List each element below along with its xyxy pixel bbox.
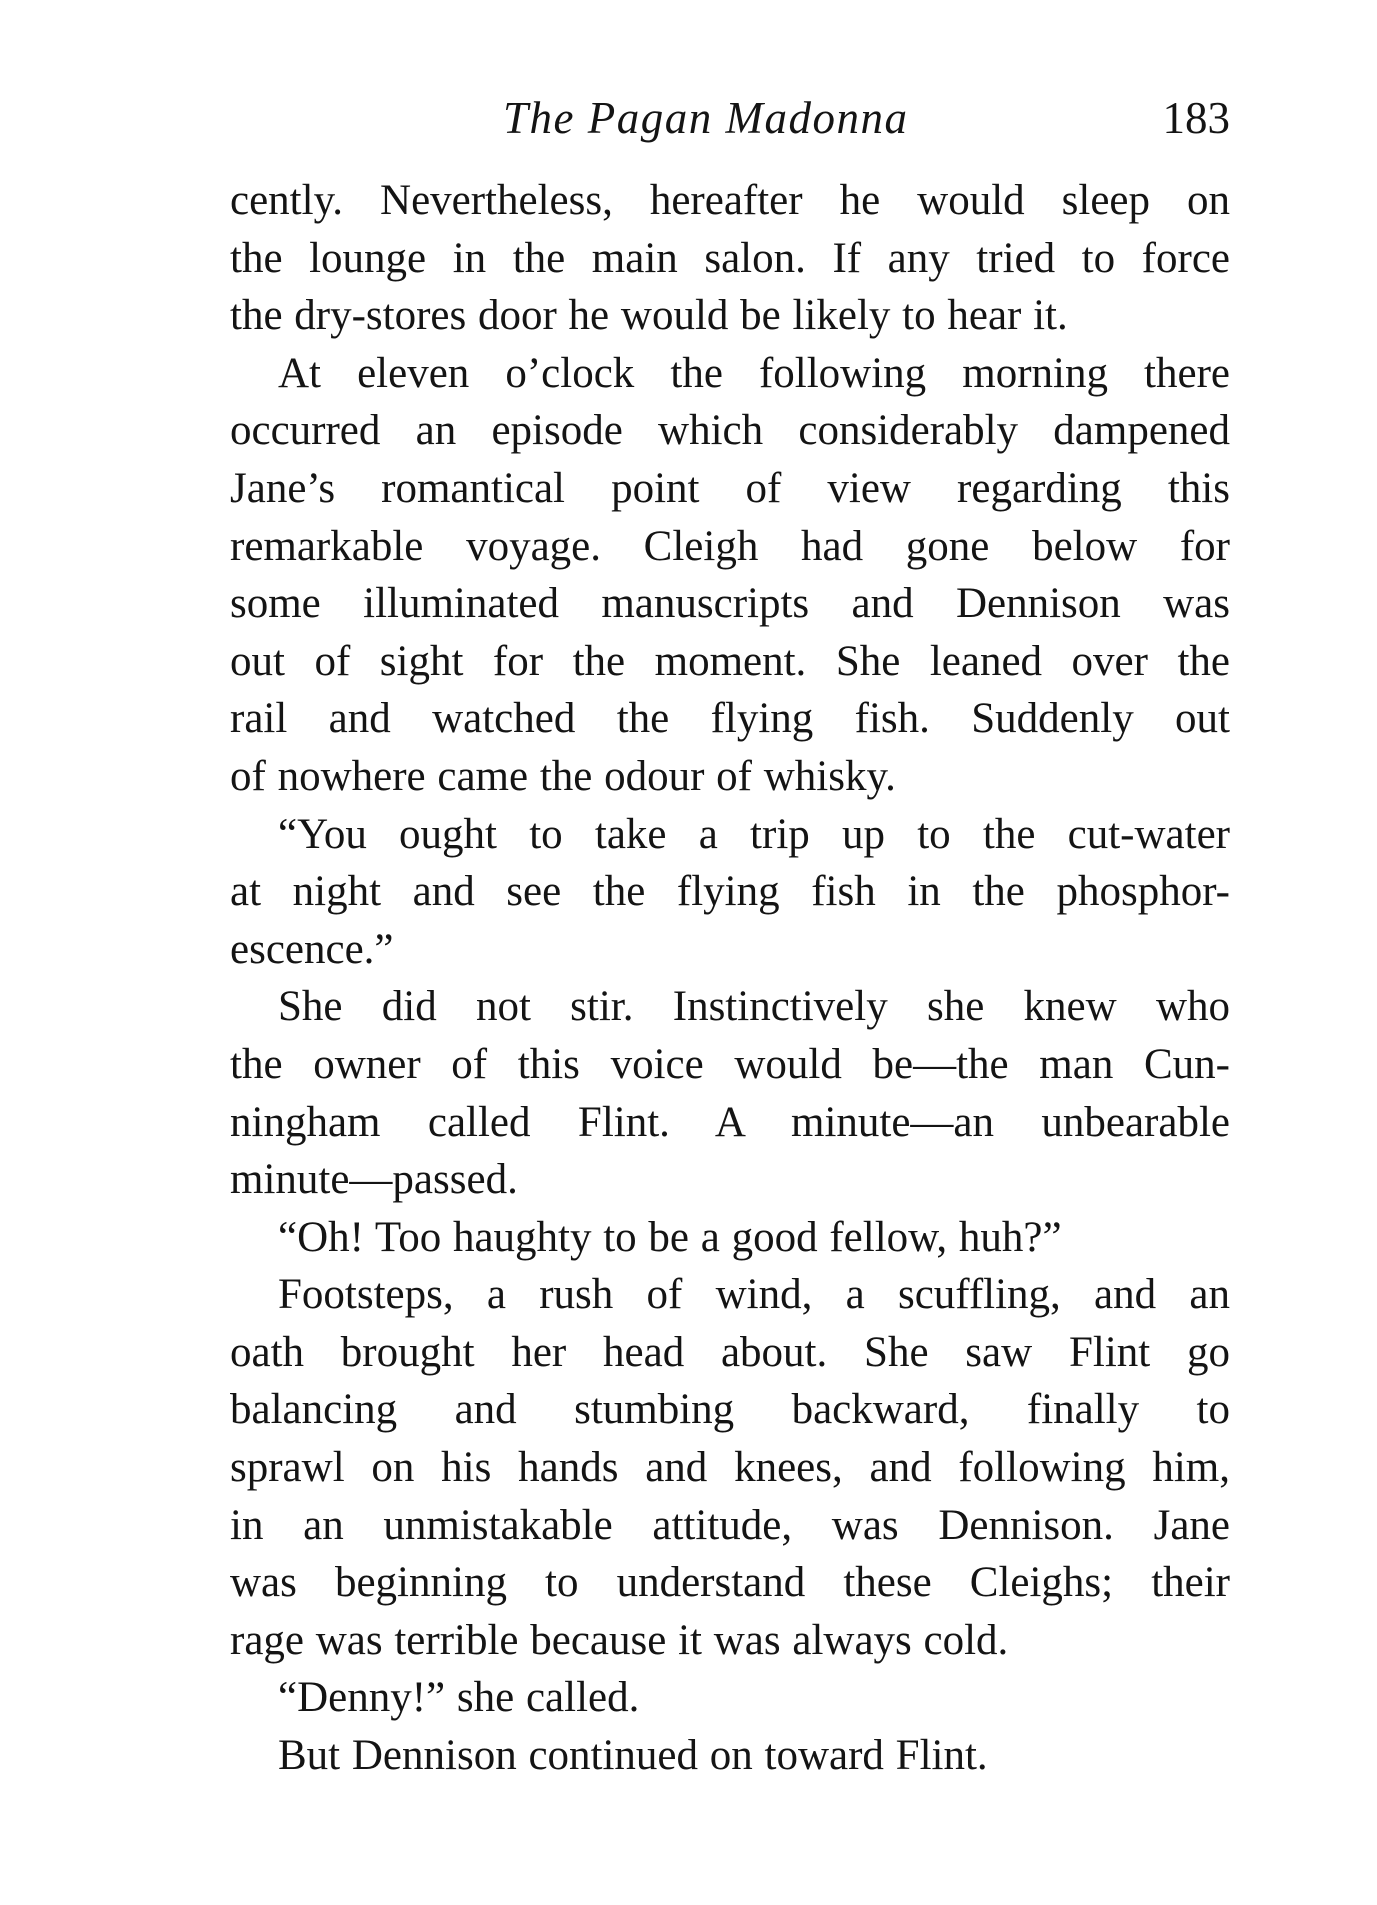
text-line: ningham called Flint. A minute—an unbearable [230, 1098, 1230, 1146]
text-line: of nowhere came the odour of whisky. [230, 752, 896, 800]
text-line: rage was terrible because it was always cold. [230, 1616, 1009, 1664]
text-line: balancing and stumbing backward, finally to [230, 1386, 1230, 1434]
text-line: Footsteps, a rush of wind, a scuffling, and an [278, 1271, 1230, 1319]
text-line: was beginning to understand these Cleighs; their [230, 1559, 1230, 1607]
text-line: “Denny!” she called. [278, 1674, 640, 1722]
body-text [230, 172, 1230, 1785]
text-line: But Dennison continued on toward Flint. [278, 1732, 988, 1780]
text-line: escence.” [230, 925, 394, 973]
page-header [230, 88, 1230, 148]
text-line: the lounge in the main salon. If any tried to force [230, 234, 1230, 282]
text-line: “You ought to take a trip up to the cut-water [278, 810, 1230, 858]
text-line: in an unmistakable attitude, was Dennison. Jane [230, 1501, 1230, 1549]
text-line: She did not stir. Instinctively she knew who [278, 983, 1230, 1031]
text-line: At eleven o’clock the following morning there [278, 349, 1230, 397]
text-line: occurred an episode which considerably dampened [230, 407, 1230, 455]
text-line: cently. Nevertheless, hereafter he would sleep on [230, 177, 1230, 224]
text-line: at night and see the flying fish in the phosphor- [230, 868, 1230, 916]
text-line: “Oh! Too haughty to be a good fellow, huh?” [278, 1213, 1062, 1261]
text-line: Jane’s romantical point of view regarding this [230, 464, 1230, 512]
running-title: The Pagan Madonna [503, 93, 909, 143]
text-line: some illuminated manuscripts and Dennison was [230, 580, 1230, 628]
text-line: out of sight for the moment. She leaned over the [230, 637, 1230, 685]
text-line: rail and watched the flying fish. Suddenly out [230, 695, 1230, 743]
text-line: remarkable voyage. Cleigh had gone below for [230, 522, 1230, 570]
text-line: the owner of this voice would be—the man Cun- [230, 1040, 1230, 1088]
text-line: minute—passed. [230, 1156, 518, 1204]
text-line: oath brought her head about. She saw Flint go [230, 1328, 1230, 1376]
text-line: the dry-stores door he would be likely to hear it. [230, 292, 1068, 340]
page-number: 183 [1162, 93, 1230, 143]
text-line: sprawl on his hands and knees, and following him, [230, 1444, 1230, 1492]
